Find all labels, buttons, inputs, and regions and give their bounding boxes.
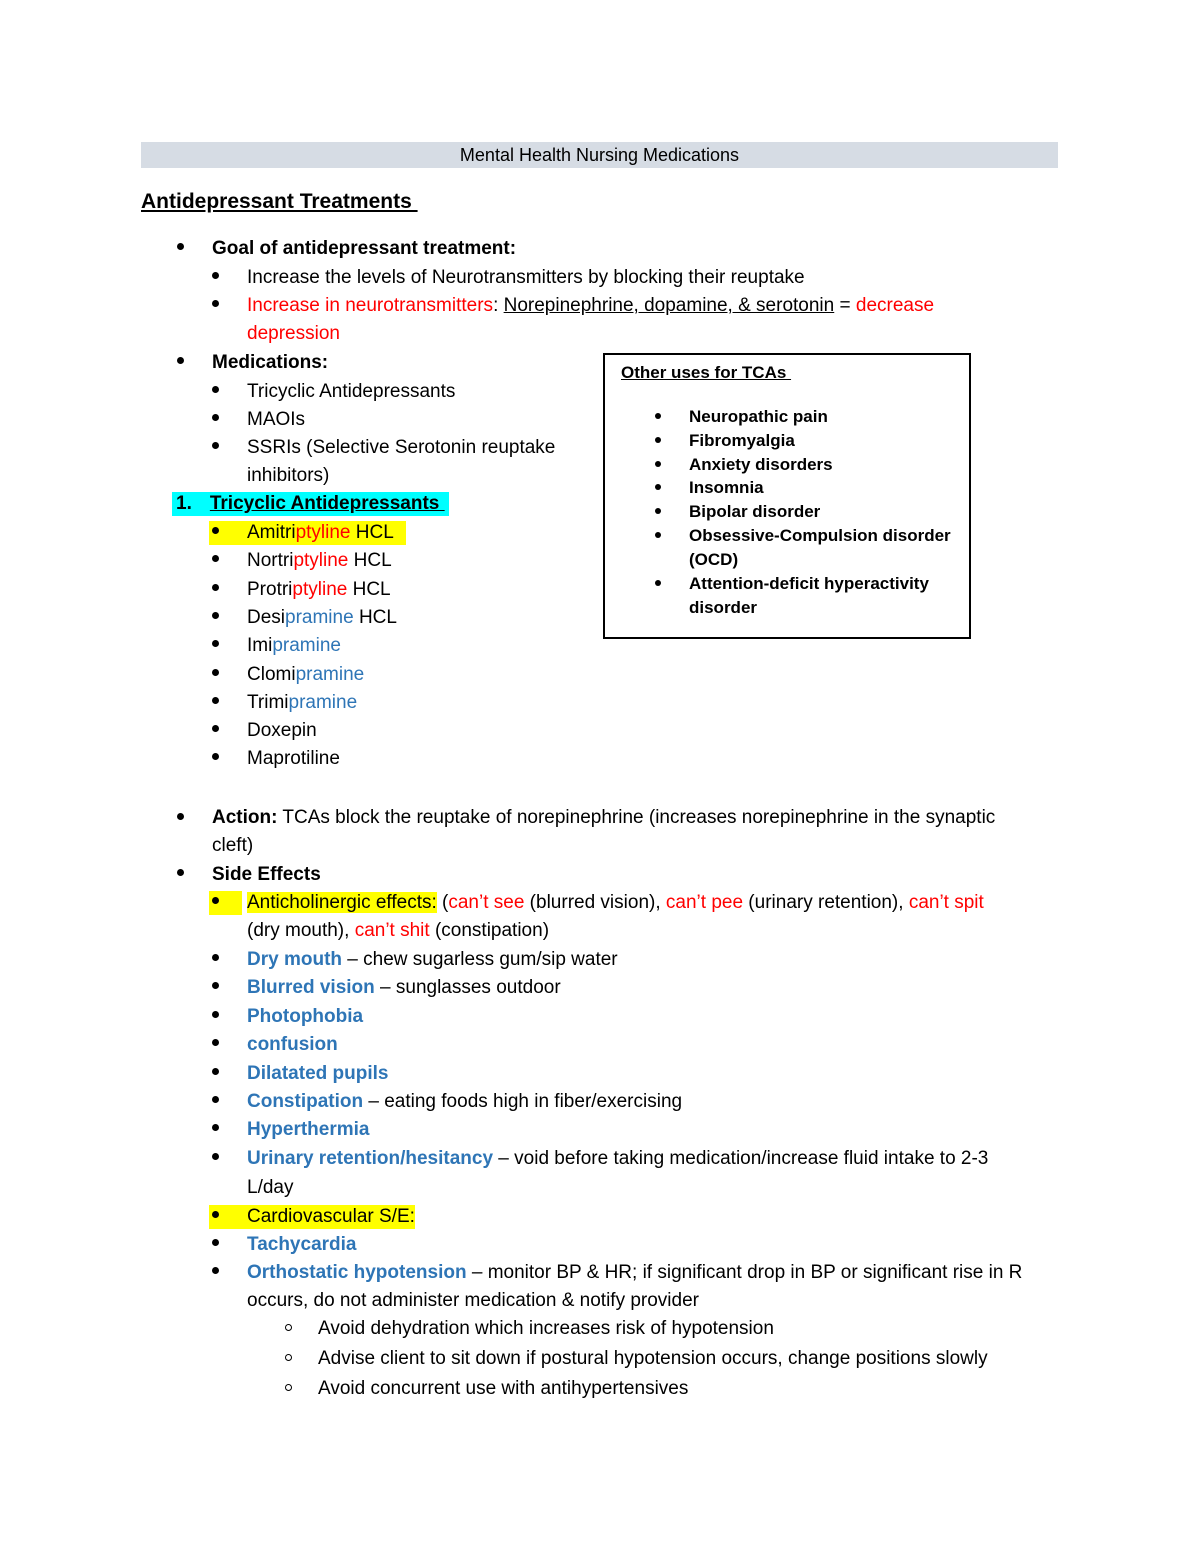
other-uses-box bbox=[603, 353, 971, 639]
sub-item: Advise client to sit down if postural hypotension occurs, change positions slowly bbox=[318, 1348, 988, 1369]
bullet-icon bbox=[655, 437, 661, 443]
circle-bullet-icon bbox=[285, 1324, 292, 1331]
medications-item: Tricyclic Antidepressants bbox=[247, 381, 456, 402]
bullet-icon bbox=[212, 300, 219, 307]
orthostatic-desc: – monitor BP & HR; if significant drop in BP or significant rise in R bbox=[466, 1262, 1023, 1283]
tca-heading bbox=[172, 492, 449, 516]
bullet-icon bbox=[212, 982, 219, 989]
side-effect-item bbox=[247, 1118, 370, 1142]
sub-item: Avoid concurrent use with antihypertensives bbox=[318, 1378, 689, 1399]
other-use-item: Obsessive-Compulsion disorder bbox=[689, 526, 951, 545]
side-effect-desc: – void before taking medication/increase fluid intake to 2-3 bbox=[493, 1147, 989, 1169]
other-use-item: Attention-deficit hyperactivity bbox=[689, 574, 929, 593]
anticholinergic-cant-shit: can’t shit bbox=[354, 920, 430, 941]
tca-drug-prefix: Imi bbox=[247, 635, 273, 657]
bullet-icon bbox=[177, 357, 184, 364]
anticholinergic-line bbox=[212, 891, 984, 915]
tca-drug-prefix: Doxepin bbox=[247, 720, 317, 742]
tca-drug-suffix: pramine bbox=[295, 663, 365, 685]
tca-drug-prefix: Clomi bbox=[247, 663, 296, 685]
other-uses-title: Other uses for TCAs bbox=[621, 363, 792, 382]
medications-item-continued: inhibitors) bbox=[247, 465, 330, 486]
goal-item-1: Increase the levels of Neurotransmitters by blocking their reuptake bbox=[247, 267, 805, 288]
goal-item-2 bbox=[247, 294, 934, 318]
tca-drug-suffix: ptyline bbox=[293, 550, 349, 572]
tca-drug-suffix: pramine bbox=[272, 635, 341, 657]
tca-drug-prefix: Trimi bbox=[247, 691, 289, 713]
bullet-icon bbox=[212, 1068, 219, 1075]
bullet-icon bbox=[177, 813, 184, 820]
other-use-item: Neuropathic pain bbox=[689, 407, 828, 426]
anticholinergic-text-3: (dry mouth), bbox=[247, 920, 355, 941]
document-header bbox=[141, 142, 1058, 168]
goal-item-2-continued: depression bbox=[247, 323, 340, 344]
side-effect-term: Dry mouth bbox=[247, 949, 342, 970]
anticholinergic-text-4: (constipation) bbox=[429, 920, 550, 941]
bullet-icon bbox=[212, 414, 219, 421]
anticholinergic-continued bbox=[247, 919, 549, 943]
bullet-icon bbox=[212, 386, 219, 393]
tca-drug-item bbox=[247, 521, 394, 545]
side-effect-desc: – eating foods high in fiber/exercising bbox=[363, 1091, 683, 1112]
bullet-icon bbox=[212, 1267, 219, 1274]
tca-drug-item bbox=[247, 578, 391, 602]
action-continued: cleft) bbox=[212, 835, 254, 856]
bullet-icon bbox=[655, 532, 661, 538]
bullet-icon bbox=[212, 954, 219, 961]
bullet-icon bbox=[655, 461, 661, 467]
tca-heading-label: Tricyclic Antidepressants bbox=[209, 493, 445, 514]
circle-bullet-icon bbox=[285, 1384, 292, 1391]
tca-drug-item bbox=[247, 719, 317, 743]
goal-item-2-red: Increase in neurotransmitters bbox=[247, 295, 494, 316]
tca-drug-item bbox=[247, 747, 340, 771]
bullet-icon bbox=[655, 484, 661, 490]
tca-drug-prefix: Nortri bbox=[247, 550, 294, 572]
side-effect-term: Dilatated pupils bbox=[247, 1062, 389, 1084]
tca-drug-rest: HCL bbox=[350, 522, 394, 543]
other-use-item: Anxiety disorders bbox=[689, 455, 833, 474]
tca-drug-rest: HCL bbox=[348, 550, 392, 572]
bullet-icon bbox=[212, 1211, 219, 1218]
tca-drug-item bbox=[247, 634, 341, 658]
bullet-icon bbox=[212, 1039, 219, 1046]
side-effect-item bbox=[247, 1005, 363, 1029]
goal-item-2-neurotransmitters: Norepinephrine, dopamine, & serotonin bbox=[503, 295, 835, 316]
anticholinergic-label: Anticholinergic effects: bbox=[247, 892, 437, 913]
goal-item-2-colon: : bbox=[493, 295, 504, 316]
bullet-icon bbox=[212, 640, 219, 647]
other-use-item: Insomnia bbox=[689, 478, 764, 497]
tca-drug-item bbox=[247, 663, 364, 687]
other-use-item: Fibromyalgia bbox=[689, 431, 795, 450]
bullet-icon bbox=[655, 580, 661, 586]
urinary-continued: L/day bbox=[247, 1177, 294, 1198]
bullet-icon bbox=[177, 243, 184, 250]
other-use-item: Bipolar disorder bbox=[689, 502, 821, 521]
anticholinergic-cant-spit: can’t spit bbox=[908, 892, 984, 913]
side-effect-term: Hyperthermia bbox=[247, 1119, 370, 1141]
side-effect-item bbox=[247, 976, 561, 1000]
tca-drug-item bbox=[247, 606, 397, 630]
tca-drug-rest: HCL bbox=[353, 606, 397, 628]
tca-drug-item bbox=[247, 691, 357, 715]
side-effect-term: confusion bbox=[247, 1034, 338, 1056]
sub-item: Avoid dehydration which increases risk of hypotension bbox=[318, 1318, 774, 1339]
bullet-icon bbox=[212, 555, 219, 562]
medications-item: SSRIs (Selective Serotonin reuptake bbox=[247, 437, 556, 458]
medications-item: MAOIs bbox=[247, 409, 306, 430]
bullet-icon bbox=[655, 413, 661, 419]
side-effect-item bbox=[247, 1033, 338, 1057]
tca-drug-suffix: ptyline bbox=[292, 578, 348, 600]
orthostatic-line bbox=[247, 1261, 1022, 1285]
other-use-item: (OCD) bbox=[689, 550, 739, 569]
tca-drug-prefix: Maprotiline bbox=[247, 748, 340, 770]
bullet-icon bbox=[212, 584, 219, 591]
side-effect-term: Constipation bbox=[247, 1091, 364, 1112]
bullet-icon bbox=[212, 1011, 219, 1018]
goal-item-2-decrease: decrease bbox=[855, 295, 935, 316]
tca-drug-prefix: Protri bbox=[247, 578, 293, 600]
bullet-icon bbox=[212, 272, 219, 279]
side-effect-desc: – sunglasses outdoor bbox=[374, 977, 561, 999]
bullet-icon bbox=[212, 697, 219, 704]
bullet-icon bbox=[212, 1124, 219, 1131]
goal-item-2-equals: = bbox=[834, 295, 856, 316]
circle-bullet-icon bbox=[285, 1354, 292, 1361]
action-text: TCAs block the reuptake of norepinephrine (increases norepinephrine in the synaptic bbox=[277, 807, 996, 828]
section-title: Antidepressant Treatments bbox=[141, 190, 418, 213]
tachycardia: Tachycardia bbox=[247, 1234, 357, 1255]
tca-drug-item bbox=[247, 549, 392, 573]
goal-label: Goal of antidepressant treatment: bbox=[212, 238, 517, 259]
side-effect-term: Photophobia bbox=[247, 1005, 364, 1027]
tca-drug-rest: HCL bbox=[347, 578, 391, 600]
bullet-icon bbox=[655, 508, 661, 514]
tca-drug-suffix: pramine bbox=[288, 691, 358, 713]
tca-drug-prefix: Amitri bbox=[247, 522, 296, 543]
bullet-icon bbox=[212, 725, 219, 732]
medications-label: Medications: bbox=[212, 352, 329, 373]
bullet-icon bbox=[212, 1239, 219, 1246]
orthostatic-term: Orthostatic hypotension bbox=[247, 1262, 467, 1283]
tca-drug-suffix: pramine bbox=[285, 606, 354, 628]
bullet-icon bbox=[212, 527, 219, 534]
other-use-item: disorder bbox=[689, 598, 758, 617]
anticholinergic-text-1: (blurred vision), bbox=[524, 892, 666, 913]
bullet-icon bbox=[212, 753, 219, 760]
side-effect-item bbox=[247, 948, 618, 972]
bullet-icon bbox=[212, 1153, 219, 1160]
anticholinergic-cant-see: can’t see bbox=[448, 892, 525, 913]
cardiovascular-label: Cardiovascular S/E: bbox=[247, 1206, 415, 1227]
tca-drug-prefix: Desi bbox=[247, 606, 286, 628]
anticholinergic-text-2: (urinary retention), bbox=[743, 892, 909, 913]
orthostatic-continued: occurs, do not administer medication & notify provider bbox=[247, 1290, 699, 1311]
side-effect-term: Urinary retention/hesitancy bbox=[247, 1147, 494, 1169]
tca-heading-number: 1. bbox=[176, 493, 192, 514]
document-title: Mental Health Nursing Medications bbox=[459, 145, 740, 165]
tca-drug-suffix: ptyline bbox=[295, 522, 351, 543]
bullet-icon bbox=[177, 869, 184, 876]
side-effects-label: Side Effects bbox=[212, 864, 321, 885]
action-label: Action: bbox=[212, 807, 278, 828]
action-line bbox=[212, 806, 995, 830]
side-effect-term: Blurred vision bbox=[247, 977, 375, 999]
bullet-icon bbox=[212, 1096, 219, 1103]
bullet-icon bbox=[212, 669, 219, 676]
side-effect-desc: – chew sugarless gum/sip water bbox=[342, 949, 618, 970]
bullet-icon bbox=[212, 612, 219, 619]
anticholinergic-cant-pee: can’t pee bbox=[665, 892, 744, 913]
bullet-icon bbox=[212, 442, 219, 449]
side-effect-item bbox=[247, 1062, 388, 1086]
side-effect-item bbox=[247, 1147, 988, 1171]
side-effect-item bbox=[247, 1090, 682, 1114]
anticholinergic-paren: ( bbox=[436, 892, 449, 913]
